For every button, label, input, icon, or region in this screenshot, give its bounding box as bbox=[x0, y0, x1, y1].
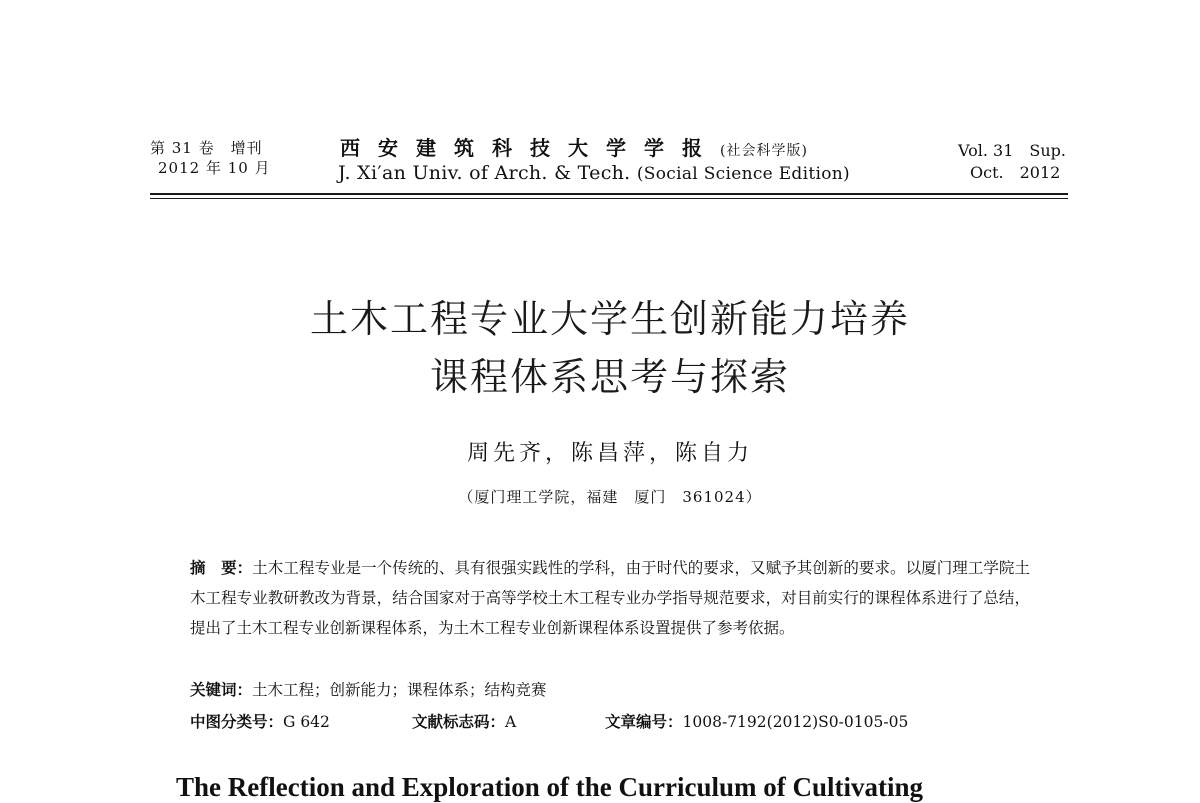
article-title-line2: 课程体系思考与探索 bbox=[429, 355, 790, 399]
header-rule-thick bbox=[150, 193, 1068, 195]
journal-title-en bbox=[338, 162, 908, 184]
journal-volume-cn bbox=[150, 138, 271, 178]
date-cn: 2012 年 10 月 bbox=[158, 159, 271, 177]
header-rule-thin bbox=[150, 198, 1068, 199]
document-code-label: 文献标志码： bbox=[412, 713, 506, 731]
english-title: The Reflection and Exploration of the Curriculum of Cultivating bbox=[176, 772, 923, 802]
article-title bbox=[200, 290, 1020, 406]
document-code bbox=[412, 711, 516, 733]
keywords-label: 关键词： bbox=[190, 681, 253, 699]
journal-edition-cn: (社会科学版) bbox=[720, 143, 808, 159]
journal-edition-en: (Social Science Edition) bbox=[636, 164, 850, 184]
affiliation: （厦门理工学院，福建 厦门 361024） bbox=[458, 488, 762, 506]
abstract-label: 摘 要： bbox=[190, 559, 253, 577]
clc-code bbox=[190, 711, 330, 733]
article-number-label: 文章编号： bbox=[605, 713, 683, 731]
journal-volume-en bbox=[958, 140, 1068, 184]
abstract-text: 土木工程专业是一个传统的、具有很强实践性的学科，由于时代的要求，又赋予其创新的要求。以厦门理工学院土木工程专业教研教改为背景，结合国家对于高等学校土木工程专业办学指导规范要求，对目前实行的课程体系进行了总结，提出了土木工程专业创新课程体系，为土木工程专业创新课程体系设置提供了参考依据。 bbox=[190, 559, 1030, 637]
document-code-value: A bbox=[505, 713, 517, 731]
journal-name-en: J. Xi′an Univ. of Arch. & Tech. bbox=[338, 162, 631, 184]
abstract bbox=[190, 553, 1030, 643]
journal-name-cn: 西安建筑科技大学学报 bbox=[340, 136, 720, 160]
article-number bbox=[605, 711, 908, 733]
clc-value: G 642 bbox=[283, 713, 330, 731]
keywords-text: 土木工程；创新能力；课程体系；结构竞赛 bbox=[252, 681, 547, 699]
article-number-value: 1008-7192(2012)S0-0105-05 bbox=[682, 713, 909, 731]
volume-cn: 第 31 卷 增刊 bbox=[150, 139, 263, 157]
journal-title-cn bbox=[340, 132, 900, 161]
clc-label: 中图分类号： bbox=[190, 713, 284, 731]
article-title-line1: 土木工程专业大学生创新能力培养 bbox=[309, 297, 910, 341]
volume-en: Vol. 31 Sup. bbox=[958, 141, 1066, 160]
keywords bbox=[190, 679, 1030, 701]
authors: 周先齐，陈昌萍，陈自力 bbox=[466, 441, 753, 466]
date-en: Oct. 2012 bbox=[970, 163, 1061, 182]
